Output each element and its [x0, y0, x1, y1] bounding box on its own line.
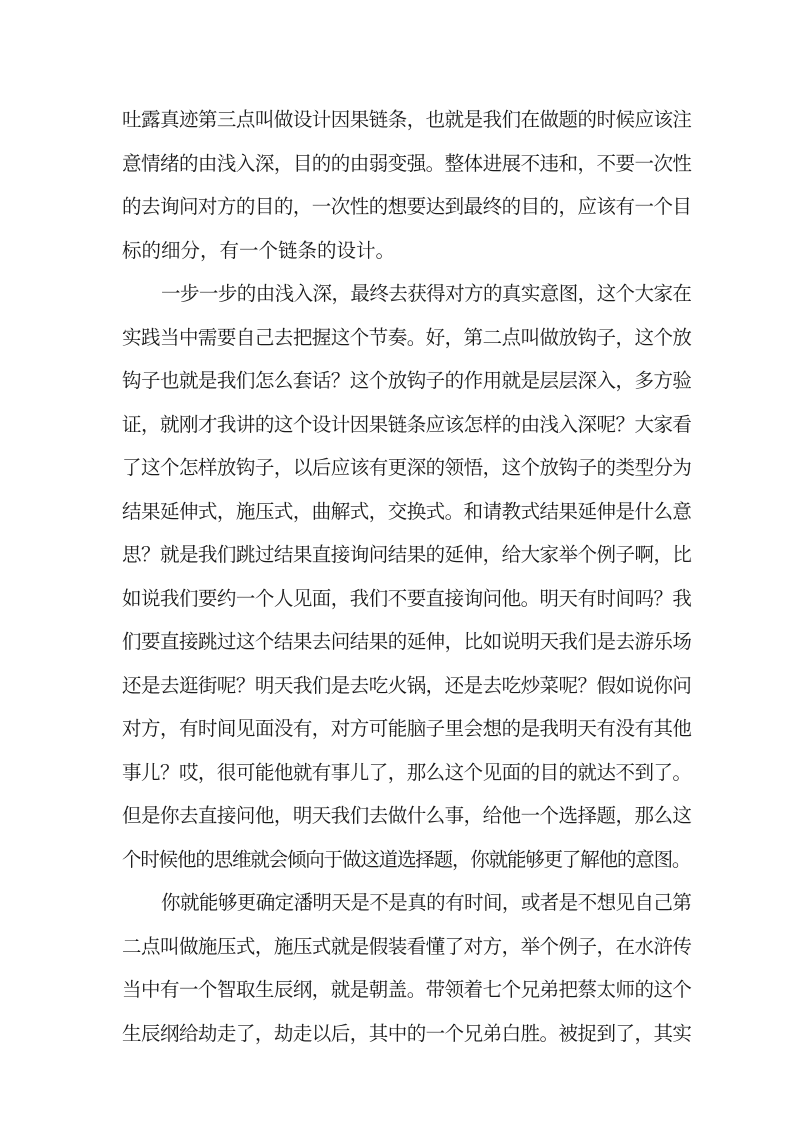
text-line: 个时候他的思维就会倾向于做这道选择题，你就能够更了解他的意图。 [122, 847, 691, 871]
text-line: 标的细分，有一个链条的设计。 [122, 238, 396, 262]
text-line: 意情绪的由浅入深，目的的由弱变强。整体进展不违和，不要一次性 [122, 151, 692, 175]
paragraph-first-line: 一步一步的由浅入深，最终去获得对方的真实意图，这个大家在 [161, 282, 692, 305]
text-line: 钩子也就是我们怎么套话？这个放钩子的作用就是层层深入，多方验 [122, 369, 692, 392]
text-line: 二点叫做施压式，施压式就是假装看懂了对方，举个例子，在水浒传 [122, 934, 692, 958]
document-body [122, 98, 692, 1055]
text-line: 思？就是我们跳过结果直接询问结果的延伸，给大家举个例子啊，比 [122, 543, 692, 566]
text-line: 实践当中需要自己去把握这个节奏。好，第二点叫做放钩子，这个放 [122, 325, 692, 349]
text-line: 吐露真迹第三点叫做设计因果链条，也就是我们在做题的时候应该注 [122, 108, 692, 131]
text-line: 了这个怎样放钩子，以后应该有更深的领悟，这个放钩子的类型分为 [122, 456, 692, 479]
text-line: 事儿？哎，很可能他就有事儿了，那么这个见面的目的就达不到了。 [122, 760, 692, 784]
text-line: 当中有一个智取生辰纲，就是朝盖。带领着七个兄弟把蔡太师的这个 [122, 978, 692, 1001]
text-line: 生辰纲给劫走了，劫走以后，其中的一个兄弟白胜。被捉到了，其实 [122, 1021, 692, 1045]
text-line: 的去询问对方的目的，一次性的想要达到最终的目的，应该有一个目 [122, 195, 692, 218]
text-line: 们要直接跳过这个结果去问结果的延伸，比如说明天我们是去游乐场 [122, 630, 692, 653]
text-line: 对方，有时间见面没有，对方可能脑子里会想的是我明天有没有其他 [122, 717, 692, 740]
paragraph-first-line: 你就能够更确定潘明天是不是真的有时间，或者是不想见自己第 [161, 891, 692, 914]
text-line: 但是你去直接问他，明天我们去做什么事，给他一个选择题，那么这 [122, 804, 692, 827]
text-line: 结果延伸式，施压式，曲解式，交换式。和请教式结果延伸是什么意 [122, 499, 692, 523]
text-line: 证，就刚才我讲的这个设计因果链条应该怎样的由浅入深呢？大家看 [122, 412, 692, 436]
text-line: 还是去逛街呢？明天我们是去吃火锅，还是去吃炒菜呢？假如说你问 [122, 673, 692, 697]
text-line: 如说我们要约一个人见面，我们不要直接询问他。明天有时间吗？我 [122, 586, 692, 610]
